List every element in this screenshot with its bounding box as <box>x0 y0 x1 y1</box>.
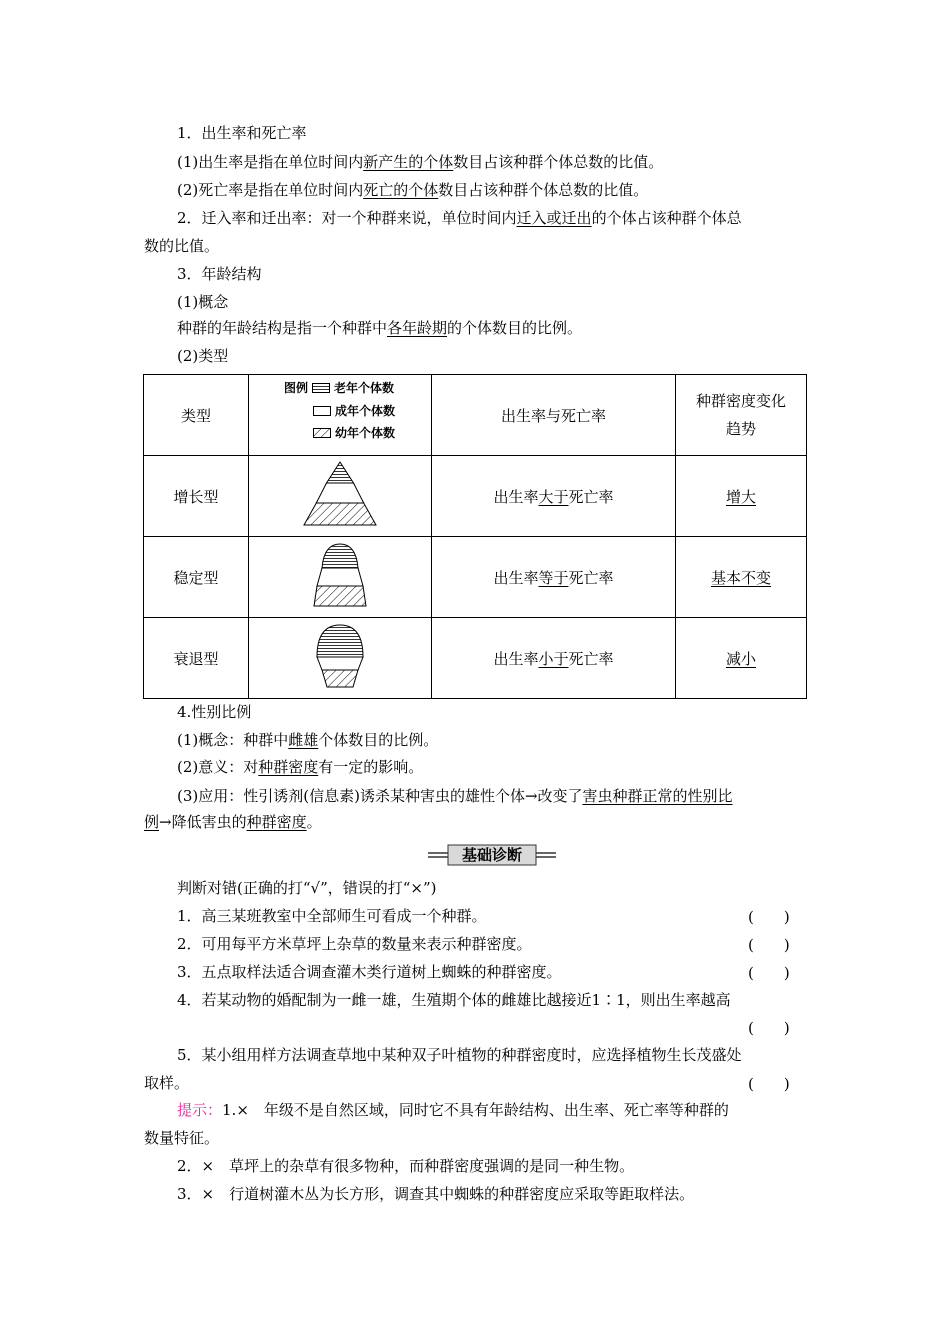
table-header-row <box>144 375 807 456</box>
row-rate: 出生率小于死亡率 <box>432 618 676 699</box>
sex-ratio-concept: (1)概念：种群中雌雄个体数目的比例。 <box>177 731 439 749</box>
age-structure-definition: 种群的年龄结构是指一个种群中各年龄期的个体数目的比例。 <box>177 319 583 337</box>
header-rate: 出生率与死亡率 <box>432 375 676 456</box>
quiz-intro: 判断对错(正确的打“√”，错误的打“×”) <box>177 879 437 897</box>
table-row <box>144 537 807 618</box>
row-pyramid <box>249 537 432 618</box>
birth-rate-definition: (1)出生率是指在单位时间内新产生的个体数目占该种群个体总数的比值。 <box>177 153 664 171</box>
table-row <box>144 618 807 699</box>
migration-rate-definition-cont: 数的比值。 <box>144 237 220 255</box>
banner-title: 基础诊断 <box>461 846 522 864</box>
growth-pyramid-icon <box>300 459 380 529</box>
hint-3: 3．× 行道树灌木丛为长方形，调查其中蜘蛛的种群密度应采取等距取样法。 <box>177 1185 695 1203</box>
row-trend: 减小 <box>676 618 807 699</box>
row-type: 增长型 <box>144 456 249 537</box>
row-type: 稳定型 <box>144 537 249 618</box>
death-rate-definition: (2)死亡率是指在单位时间内死亡的个体数目占该种群个体总数的比值。 <box>177 181 649 199</box>
hint-1-cont: 数量特征。 <box>144 1129 220 1147</box>
row-pyramid <box>249 618 432 699</box>
quiz-item-4: 4．若某动物的婚配制为一雌一雄，生殖期个体的雌雄比越接近1∶1，则出生率越高 <box>177 991 731 1009</box>
answer-blank[interactable]: ( ) <box>748 1019 790 1037</box>
header-type: 类型 <box>144 375 249 456</box>
basic-diagnosis-banner <box>428 842 556 868</box>
quiz-item-2: 2．可用每平方米草坪上杂草的数量来表示种群密度。 <box>177 935 532 953</box>
header-trend: 种群密度变化 趋势 <box>676 375 807 456</box>
row-type: 衰退型 <box>144 618 249 699</box>
heading-age-structure: 3．年龄结构 <box>177 265 262 283</box>
answer-blank[interactable]: ( ) <box>748 964 790 982</box>
age-structure-table <box>143 374 807 699</box>
legend-title: 图例 <box>284 381 309 395</box>
header-legend <box>249 375 432 456</box>
legend-adult-label: 成年个体数 <box>335 404 396 418</box>
sex-ratio-significance: (2)意义：对种群密度有一定的影响。 <box>177 758 424 776</box>
row-pyramid <box>249 456 432 537</box>
hint-label: 提示： <box>177 1101 223 1119</box>
hint-1: 提示：1.× 年级不是自然区域，同时它不具有年龄结构、出生率、死亡率等种群的 <box>177 1101 729 1119</box>
migration-rate-definition: 2．迁入率和迁出率：对一个种群来说，单位时间内迁入或迁出的个体占该种群个体总 <box>177 209 742 227</box>
row-rate: 出生率大于死亡率 <box>432 456 676 537</box>
row-trend: 基本不变 <box>676 537 807 618</box>
sex-ratio-application: (3)应用：性引诱剂(信息素)诱杀某种害虫的雄性个体→改变了害虫种群正常的性别比 <box>177 787 733 805</box>
stable-pyramid-icon <box>300 540 380 610</box>
quiz-item-1: 1．高三某班教室中全部师生可看成一个种群。 <box>177 907 487 925</box>
quiz-item-5: 5．某小组用样方法调查草地中某种双子叶植物的种群密度时，应选择植物生长茂盛处 <box>177 1046 742 1064</box>
concept-label: (1)概念 <box>177 293 229 311</box>
heading-birth-death-rate: 1．出生率和死亡率 <box>177 124 307 142</box>
row-rate: 出生率等于死亡率 <box>432 537 676 618</box>
decline-pyramid-icon <box>300 621 380 691</box>
heading-sex-ratio: 4.性别比例 <box>177 703 252 721</box>
row-trend: 增大 <box>676 456 807 537</box>
sex-ratio-application-cont: 例→降低害虫的种群密度。 <box>144 813 322 831</box>
legend-old-swatch-icon <box>312 383 330 393</box>
quiz-item-3: 3．五点取样法适合调查灌木类行道树上蜘蛛的种群密度。 <box>177 963 562 981</box>
table-row <box>144 456 807 537</box>
legend-young-label: 幼年个体数 <box>335 426 396 440</box>
legend-old-label: 老年个体数 <box>334 381 395 395</box>
quiz-item-5-cont: 取样。 <box>144 1074 190 1092</box>
answer-blank[interactable]: ( ) <box>748 936 790 954</box>
types-label: (2)类型 <box>177 347 229 365</box>
answer-blank[interactable]: ( ) <box>748 1075 790 1093</box>
answer-blank[interactable]: ( ) <box>748 908 790 926</box>
hint-2: 2．× 草坪上的杂草有很多物种，而种群密度强调的是同一种生物。 <box>177 1157 635 1175</box>
legend-young-swatch-icon <box>313 428 331 438</box>
legend-adult-swatch-icon <box>313 406 331 416</box>
